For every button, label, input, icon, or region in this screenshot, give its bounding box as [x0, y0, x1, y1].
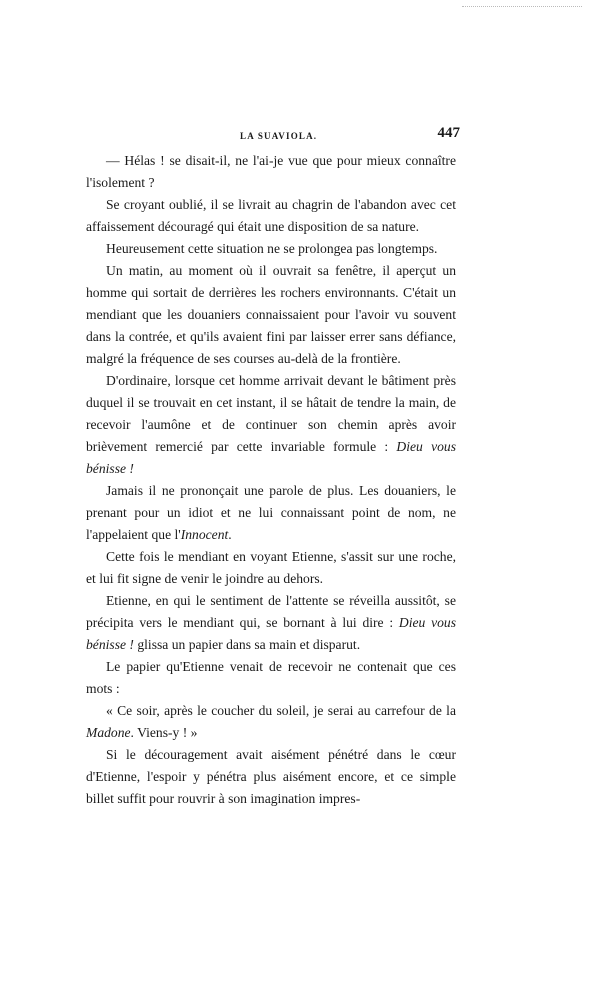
body-text	[86, 150, 456, 810]
page-number: 447	[437, 125, 460, 141]
paragraph	[86, 480, 456, 546]
paragraph	[86, 700, 456, 744]
text-run: Jamais il ne prononçait une parole de plus. Les douaniers, le prenant pour un idiot et ne lui connaissant point de nom, ne l'appelaient que l'	[86, 483, 456, 542]
italic-text: Dieu vous bénisse !	[86, 439, 456, 476]
paragraph	[86, 656, 456, 700]
text-run: Etienne, en qui le sentiment de l'attente se réveilla aussitôt, se précipita vers le mendiant qui, se bornant à lui dire :	[86, 593, 456, 630]
page-header	[116, 125, 460, 147]
paragraph	[86, 546, 456, 590]
text-run: .	[228, 527, 232, 542]
text-run: Cette fois le mendiant en voyant Etienne, s'assit sur une roche, et lui fit signe de venir le joindre au dehors.	[86, 549, 456, 586]
text-run: Le papier qu'Etienne venait de recevoir ne contenait que ces mots :	[86, 659, 456, 696]
text-run: Heureusement cette situation ne se prolongea pas longtemps.	[106, 241, 438, 256]
text-run: Un matin, au moment où il ouvrait sa fenêtre, il aperçut un homme qui sortait de derrières les rochers environnants. C'était un mendiant que les douaniers connaissaient pour l'avoir vu souvent dans la contrée, et qu'ils avaient fini par laisser errer sans défiance, malgré la fréquence de ses courses au-delà de la frontière.	[86, 263, 456, 366]
text-run: D'ordinaire, lorsque cet homme arrivait devant le bâtiment près duquel il se trouvait en cet instant, il se hâtait de tendre la main, de recevoir l'aumône et de continuer son chemin après avoir brièvement remercié par cette invariable formule :	[86, 373, 456, 454]
text-run: — Hélas ! se disait-il, ne l'ai-je vue que pour mieux connaître l'isolement ?	[86, 153, 456, 190]
running-title: LA SUAVIOLA.	[240, 131, 318, 141]
paragraph	[86, 150, 456, 194]
italic-text: Innocent	[180, 527, 229, 542]
paragraph	[86, 238, 456, 260]
paragraph	[86, 370, 456, 480]
text-run: Se croyant oublié, il se livrait au chagrin de l'abandon avec cet affaissement découragé qui était une disposition de sa nature.	[86, 197, 456, 234]
text-run: « Ce soir, après le coucher du soleil, je serai au carrefour de la	[106, 703, 456, 718]
italic-text: Dieu vous bénisse !	[86, 615, 456, 652]
scan-edge-mark	[462, 6, 582, 11]
paragraph	[86, 194, 456, 238]
text-run: . Viens-y ! »	[130, 725, 198, 740]
text-run: Si le découragement avait aisément pénétré dans le cœur d'Etienne, l'espoir y pénétra plus aisément encore, et ce simple billet suffit pour rouvrir à son imagination impres-	[86, 747, 456, 806]
paragraph	[86, 260, 456, 370]
paragraph	[86, 744, 456, 810]
italic-text: Madone	[86, 725, 131, 740]
text-run: glissa un papier dans sa main et disparut.	[133, 637, 361, 652]
paragraph	[86, 590, 456, 656]
